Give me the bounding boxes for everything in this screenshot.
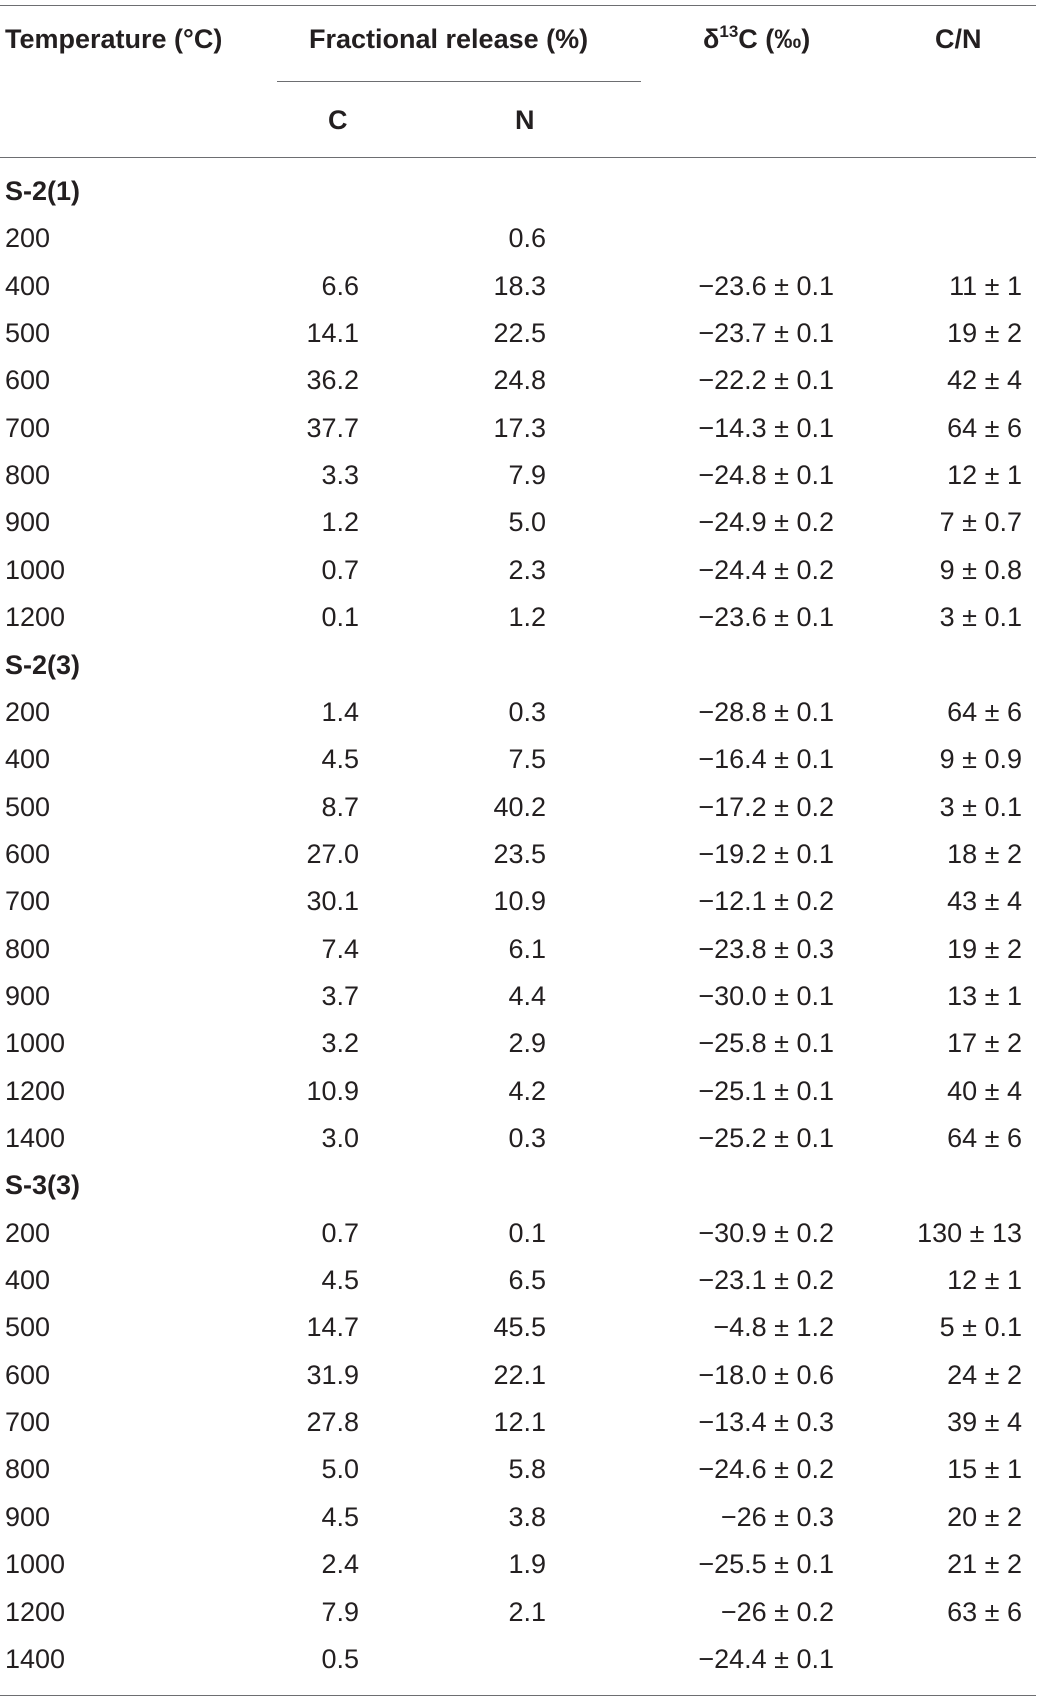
nitrogen-release-cell: 6.1 xyxy=(508,933,546,964)
cn-ratio-cell: 43 ± 4 xyxy=(947,886,1022,917)
table-row xyxy=(0,358,1039,405)
top-rule xyxy=(0,5,1036,6)
carbon-release-cell: 14.1 xyxy=(306,318,359,349)
delta13c-cell: −26 ± 0.3 xyxy=(720,1501,834,1532)
carbon-release-cell: 27.8 xyxy=(306,1407,359,1438)
delta13c-cell: −14.3 ± 0.1 xyxy=(698,412,834,443)
nitrogen-release-cell: 10.9 xyxy=(493,886,546,917)
table-row xyxy=(0,1305,1039,1352)
cn-ratio-cell: 130 ± 13 xyxy=(917,1217,1022,1248)
carbon-release-cell: 0.1 xyxy=(321,602,359,633)
cn-ratio-cell: 64 ± 6 xyxy=(947,1123,1022,1153)
delta13c-cell: −16.4 ± 0.1 xyxy=(698,744,834,775)
nitrogen-release-cell: 4.4 xyxy=(508,980,546,1011)
table-row xyxy=(0,216,1039,263)
header-fractional-release: Fractional release (%) xyxy=(309,24,589,54)
delta13c-cell: −18.0 ± 0.6 xyxy=(698,1359,834,1390)
temperature-cell: 200 xyxy=(5,1217,51,1248)
nitrogen-release-cell: 5.0 xyxy=(508,507,546,538)
delta13c-cell: −23.8 ± 0.3 xyxy=(698,933,834,964)
table-row xyxy=(0,1353,1039,1400)
table-row xyxy=(0,927,1039,974)
cn-ratio-cell: 12 ± 1 xyxy=(947,460,1022,491)
nitrogen-release-cell: 24.8 xyxy=(493,365,546,396)
nitrogen-release-cell: 3.8 xyxy=(508,1501,546,1532)
fractional-release-underline xyxy=(277,81,641,82)
temperature-cell: 400 xyxy=(5,744,51,775)
nitrogen-release-cell: 0.3 xyxy=(508,1123,546,1153)
temperature-cell: 900 xyxy=(5,507,51,538)
nitrogen-release-cell: 22.5 xyxy=(493,318,546,349)
carbon-release-cell: 30.1 xyxy=(306,886,359,917)
temperature-cell: 1000 xyxy=(5,1549,66,1580)
nitrogen-release-cell: 0.1 xyxy=(508,1217,546,1248)
temperature-cell: 800 xyxy=(5,1454,51,1485)
carbon-release-cell: 8.7 xyxy=(321,791,359,822)
cn-ratio-cell: 17 ± 2 xyxy=(947,1028,1022,1059)
nitrogen-release-cell: 2.1 xyxy=(508,1596,546,1627)
table-row xyxy=(0,690,1039,737)
carbon-release-cell: 4.5 xyxy=(321,744,359,775)
table-row xyxy=(0,1211,1039,1258)
cn-ratio-cell: 21 ± 2 xyxy=(947,1549,1022,1580)
cn-ratio-cell: 5 ± 0.1 xyxy=(939,1312,1022,1343)
cn-ratio-cell: 64 ± 6 xyxy=(947,412,1022,443)
temperature-cell: 1200 xyxy=(5,1596,66,1627)
table-row xyxy=(0,1447,1039,1494)
delta13c-cell: −23.6 ± 0.1 xyxy=(698,602,834,633)
table-row xyxy=(0,1116,1039,1163)
table-row xyxy=(0,879,1039,926)
temperature-cell: 900 xyxy=(5,980,51,1011)
delta13c-cell: −22.2 ± 0.1 xyxy=(698,365,834,396)
nitrogen-release-cell: 0.3 xyxy=(508,696,546,727)
header-delta13c xyxy=(703,24,810,55)
delta13c-cell: −30.0 ± 0.1 xyxy=(698,980,834,1011)
cn-ratio-cell: 18 ± 2 xyxy=(947,838,1022,869)
carbon-release-cell: 4.5 xyxy=(321,1265,359,1296)
nitrogen-release-cell: 5.8 xyxy=(508,1454,546,1485)
group-label: S-3(3) xyxy=(5,1170,81,1201)
table-row xyxy=(0,1258,1039,1305)
nitrogen-release-cell: 40.2 xyxy=(493,791,546,822)
header-cn: C/N xyxy=(935,24,982,54)
cn-ratio-cell: 20 ± 2 xyxy=(947,1501,1022,1532)
temperature-cell: 800 xyxy=(5,933,51,964)
temperature-cell: 700 xyxy=(5,1407,51,1438)
delta13c-cell: −24.9 ± 0.2 xyxy=(698,507,834,538)
cn-ratio-cell: 40 ± 4 xyxy=(947,1075,1022,1106)
cn-ratio-cell: 7 ± 0.7 xyxy=(939,507,1022,538)
temperature-cell: 600 xyxy=(5,838,51,869)
temperature-cell: 1000 xyxy=(5,554,66,585)
nitrogen-release-cell: 6.5 xyxy=(508,1265,546,1296)
subheader-n: N xyxy=(515,105,535,135)
cn-ratio-cell: 19 ± 2 xyxy=(947,933,1022,964)
cn-ratio-cell: 39 ± 4 xyxy=(947,1407,1022,1438)
delta13c-cell: −28.8 ± 0.1 xyxy=(698,696,834,727)
temperature-cell: 500 xyxy=(5,1312,51,1343)
temperature-cell: 1000 xyxy=(5,1028,66,1059)
temperature-cell: 700 xyxy=(5,412,51,443)
delta13c-cell: −24.6 ± 0.2 xyxy=(698,1454,834,1485)
carbon-release-cell: 31.9 xyxy=(306,1359,359,1390)
table-row xyxy=(0,1542,1039,1589)
table-row xyxy=(0,737,1039,784)
temperature-cell: 600 xyxy=(5,1359,51,1390)
nitrogen-release-cell: 1.9 xyxy=(508,1549,546,1580)
carbon-release-cell: 36.2 xyxy=(306,365,359,396)
nitrogen-release-cell: 4.2 xyxy=(508,1075,546,1106)
temperature-cell: 600 xyxy=(5,365,51,396)
nitrogen-release-cell: 45.5 xyxy=(493,1312,546,1343)
nitrogen-release-cell: 7.9 xyxy=(508,460,546,491)
table-row xyxy=(0,832,1039,879)
temperature-cell: 400 xyxy=(5,1265,51,1296)
carbon-release-cell: 3.3 xyxy=(321,460,359,491)
cn-ratio-cell: 11 ± 1 xyxy=(949,270,1022,301)
carbon-release-cell: 5.0 xyxy=(321,1454,359,1485)
group-label: S-2(1) xyxy=(5,176,81,206)
cn-ratio-cell: 15 ± 1 xyxy=(947,1454,1022,1485)
carbon-release-cell: 6.6 xyxy=(321,270,359,301)
delta13c-cell: −24.8 ± 0.1 xyxy=(698,460,834,491)
table-row xyxy=(0,785,1039,832)
table-row xyxy=(0,548,1039,595)
carbon-release-cell: 10.9 xyxy=(306,1075,359,1106)
carbon-release-cell: 3.2 xyxy=(321,1028,359,1059)
carbon-release-cell: 3.0 xyxy=(321,1123,359,1153)
table-row xyxy=(0,311,1039,358)
nitrogen-release-cell: 0.6 xyxy=(508,223,546,254)
cn-ratio-cell: 13 ± 1 xyxy=(947,980,1022,1011)
cn-ratio-cell: 9 ± 0.8 xyxy=(939,554,1022,585)
cn-ratio-cell: 63 ± 6 xyxy=(947,1596,1022,1627)
temperature-cell: 800 xyxy=(5,460,51,491)
cn-ratio-cell: 24 ± 2 xyxy=(947,1359,1022,1390)
header-delta-superscript: 13 xyxy=(719,22,739,41)
cn-ratio-cell: 3 ± 0.1 xyxy=(939,602,1022,633)
temperature-cell: 900 xyxy=(5,1501,51,1532)
table-row xyxy=(0,1400,1039,1447)
table-row xyxy=(0,1637,1039,1684)
cn-ratio-cell: 12 ± 1 xyxy=(947,1265,1022,1296)
delta13c-cell: −26 ± 0.2 xyxy=(720,1596,834,1627)
nitrogen-release-cell: 22.1 xyxy=(493,1359,546,1390)
delta13c-cell: −25.8 ± 0.1 xyxy=(698,1028,834,1059)
header-delta-unit: C (‰) xyxy=(738,24,811,54)
delta13c-cell: −13.4 ± 0.3 xyxy=(698,1407,834,1438)
delta13c-cell: −23.1 ± 0.2 xyxy=(698,1265,834,1296)
temperature-cell: 700 xyxy=(5,886,51,917)
carbon-release-cell: 7.4 xyxy=(321,933,359,964)
table-row xyxy=(0,595,1039,642)
carbon-release-cell: 0.5 xyxy=(321,1643,359,1674)
nitrogen-release-cell: 2.9 xyxy=(508,1028,546,1059)
carbon-release-cell: 3.7 xyxy=(321,980,359,1011)
carbon-release-cell: 4.5 xyxy=(321,1501,359,1532)
temperature-cell: 1400 xyxy=(5,1123,66,1153)
nitrogen-release-cell: 18.3 xyxy=(493,270,546,301)
header-delta-symbol: δ xyxy=(703,24,720,54)
carbon-release-cell: 2.4 xyxy=(321,1549,359,1580)
delta13c-cell: −17.2 ± 0.2 xyxy=(698,791,834,822)
cn-ratio-cell: 64 ± 6 xyxy=(947,696,1022,727)
cn-ratio-cell: 19 ± 2 xyxy=(947,318,1022,349)
delta13c-cell: −19.2 ± 0.1 xyxy=(698,838,834,869)
carbon-release-cell: 0.7 xyxy=(321,554,359,585)
nitrogen-release-cell: 12.1 xyxy=(493,1407,546,1438)
carbon-release-cell: 1.4 xyxy=(321,696,359,727)
table-row xyxy=(0,1495,1039,1542)
carbon-release-cell: 37.7 xyxy=(306,412,359,443)
carbon-release-cell: 27.0 xyxy=(306,838,359,869)
delta13c-cell: −24.4 ± 0.2 xyxy=(698,554,834,585)
cn-ratio-cell: 9 ± 0.9 xyxy=(939,744,1022,775)
cn-ratio-cell: 42 ± 4 xyxy=(947,365,1022,396)
carbon-release-cell: 0.7 xyxy=(321,1217,359,1248)
temperature-cell: 200 xyxy=(5,223,51,254)
temperature-cell: 1200 xyxy=(5,1075,66,1106)
table-row xyxy=(0,500,1039,547)
delta13c-cell: −24.4 ± 0.1 xyxy=(698,1643,834,1674)
delta13c-cell: −30.9 ± 0.2 xyxy=(698,1217,834,1248)
delta13c-cell: −12.1 ± 0.2 xyxy=(698,886,834,917)
delta13c-cell: −23.6 ± 0.1 xyxy=(698,270,834,301)
table-row xyxy=(0,406,1039,453)
table-row xyxy=(0,1021,1039,1068)
delta13c-cell: −25.2 ± 0.1 xyxy=(698,1123,834,1153)
temperature-cell: 1200 xyxy=(5,602,66,633)
table-row xyxy=(0,1590,1039,1637)
delta13c-cell: −25.5 ± 0.1 xyxy=(698,1549,834,1580)
table-row xyxy=(0,1069,1039,1116)
carbon-release-cell: 14.7 xyxy=(306,1312,359,1343)
nitrogen-release-cell: 23.5 xyxy=(493,838,546,869)
delta13c-cell: −4.8 ± 1.2 xyxy=(713,1312,834,1343)
temperature-cell: 1400 xyxy=(5,1643,66,1674)
carbon-release-cell: 1.2 xyxy=(321,507,359,538)
temperature-cell: 500 xyxy=(5,318,51,349)
subheader-c: C xyxy=(328,105,348,135)
delta13c-cell: −25.1 ± 0.1 xyxy=(698,1075,834,1106)
nitrogen-release-cell: 2.3 xyxy=(508,554,546,585)
table-row xyxy=(0,264,1039,311)
nitrogen-release-cell: 17.3 xyxy=(493,412,546,443)
delta13c-cell: −23.7 ± 0.1 xyxy=(698,318,834,349)
header-temperature: Temperature (°C) xyxy=(5,24,223,54)
group-label: S-2(3) xyxy=(5,649,81,680)
temperature-cell: 500 xyxy=(5,791,51,822)
nitrogen-release-cell: 7.5 xyxy=(508,744,546,775)
temperature-cell: 400 xyxy=(5,270,51,301)
temperature-cell: 200 xyxy=(5,696,51,727)
table-row xyxy=(0,453,1039,500)
cn-ratio-cell: 3 ± 0.1 xyxy=(939,791,1022,822)
table-row xyxy=(0,974,1039,1021)
nitrogen-release-cell: 1.2 xyxy=(508,602,546,633)
header-bottom-rule xyxy=(0,157,1036,158)
bottom-rule xyxy=(0,1695,1036,1696)
carbon-release-cell: 7.9 xyxy=(321,1596,359,1627)
